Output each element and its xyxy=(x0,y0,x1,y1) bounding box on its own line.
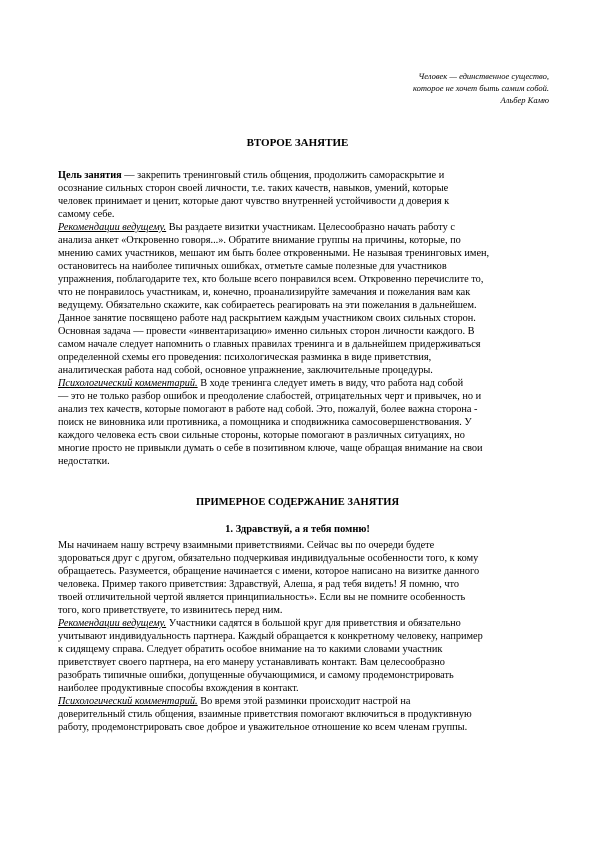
text-line: Мы начинаем нашу встречу взаимными приветствиями. Сейчас вы по очереди будете xyxy=(58,540,435,551)
text-line: поиск не виновника или противника, а помощника и сподвижника самосовершенствования. У xyxy=(58,417,472,428)
text-line: наиболее продуктивные способы вхождения в контакт. xyxy=(58,683,299,694)
epigraph xyxy=(249,70,549,106)
text-line: Психологический комментарий. Во время этой разминки происходит настрой на xyxy=(58,696,411,707)
text-line: анализа анкет «Откровенно говоря...». Обратите внимание группы на причины, которые, по xyxy=(58,235,461,246)
epigraph-line: Человек — единственное существо, xyxy=(418,71,549,81)
text-line: твоей отличительной чертой является принципиальность». Если вы не помните особенность xyxy=(58,592,466,603)
text-line: каждого человека есть свои сильные стороны, которые помогают в различных ситуациях, но xyxy=(58,430,465,441)
text-line: аналитическая работа над собой, основное упражнение, заключительные процедуры. xyxy=(58,365,433,376)
goal-label: Цель занятия xyxy=(58,170,122,181)
text-line: Данное занятие посвящено работе над раскрытием каждым участником своих сильных сторон. xyxy=(58,313,476,324)
text-line: самом начале следует напомнить о главных правилах тренинга и в дальнейшем придерживаться xyxy=(58,339,481,350)
page-title: ВТОРОЕ ЗАНЯТИЕ xyxy=(246,137,349,149)
text-line: недостатки. xyxy=(58,456,110,467)
text-line: Рекомендации ведущему. Вы раздаете визитки участникам. Целесообразно начать работу с xyxy=(58,222,455,233)
text-line: Рекомендации ведущему. Участники садятся в большой круг для приветствия и обязательно xyxy=(58,618,461,629)
recommendations-label: Рекомендации ведущему. xyxy=(58,618,167,629)
text-line: приветствует своего партнера, на его манеру устанавливать контакт. Вам целесообразно xyxy=(58,657,445,668)
text-line: здороваться друг с другом, обязательно подчеркивая индивидуальные особенности того, к кому xyxy=(58,553,479,564)
text-line: самому себе. xyxy=(58,209,115,220)
section-title: ПРИМЕРНОЕ СОДЕРЖАНИЕ ЗАНЯТИЯ xyxy=(195,497,400,508)
text-line: работу, продемонстрировать свое доброе и уважительное отношение ко всем членам группы. xyxy=(58,722,468,733)
text-line: обращаетесь. Разумеется, обращение начинается с имени, которое написано на визитке данного xyxy=(58,566,480,577)
text-line: остановитесь на наиболее типичных ошибках, отметьте самые полезные для участников xyxy=(58,261,447,272)
text-line: определенной схемы его проведения: психологическая разминка в виде приветствия, xyxy=(58,352,432,363)
text-line: к сидящему справа. Следует обратить особое внимание на то какими словами участник xyxy=(58,644,443,655)
text-line: Цель занятия — закрепить тренинговый стиль общения, продолжить самораскрытие и xyxy=(58,170,445,181)
goal-paragraph xyxy=(58,169,548,468)
exercise-paragraph xyxy=(58,539,548,734)
text-line: того, кого приветствуете, то извинитесь перед ним. xyxy=(58,605,283,616)
epigraph-line: которое не хочет быть самим собой. xyxy=(412,83,549,93)
text-line: человек принимает и ценит, которые дают чувство внутренней устойчивости д доверия к xyxy=(58,196,450,207)
text-line: мнению самих участников, мешают им быть более откровенными. Не называя тренинговых имен, xyxy=(58,248,490,259)
text-line: учитывают индивидуальность партнера. Каждый обращается к конкретному человеку, например xyxy=(58,631,483,642)
commentary-label: Психологический комментарий. xyxy=(58,696,198,707)
epigraph-author: Альбер Камю xyxy=(500,95,549,105)
text-line: — это не только разбор ошибок и преодоление слабостей, отрицательных черт и привычек, но и xyxy=(58,391,482,402)
text-line: ведущему. Обязательно скажите, как собираетесь реагировать на эти пожелания в дальнейшем. xyxy=(58,300,477,311)
text-line: многие просто не привыкли думать о себе в позитивном ключе, чаще обращая внимание на свои xyxy=(58,443,483,454)
text-line: Психологический комментарий. В ходе тренинга следует иметь в виду, что работа над собой xyxy=(58,378,464,389)
text-line: анализ тех качеств, которые помогают в работе над собой. Это, пожалуй, более важна сторона - xyxy=(58,404,478,415)
commentary-label: Психологический комментарий. xyxy=(58,378,198,389)
text-line: Основная задача — провести «инвентаризацию» именно сильных сторон личности каждого. В xyxy=(58,326,475,337)
recommendations-label: Рекомендации ведущему. xyxy=(58,222,167,233)
exercise-title: 1. Здравствуй, а я тебя помню! xyxy=(225,524,370,535)
text-line: человека. Пример такого приветствия: Здравствуй, Алеша, я рад тебя видеть! Я помню, что xyxy=(58,579,460,590)
text-line: осознание сильных сторон своей личности, т.е. таких качеств, навыков, умений, которые xyxy=(58,183,449,194)
text-line: упражнения, поблагодарите тех, кто больше всего понравился всем. Откровенно перечислите то, xyxy=(58,274,484,285)
text-line: доверительный стиль общения, взаимные приветствия помогают включиться в продуктивную xyxy=(58,709,472,720)
text-line: разобрать типичные ошибки, допущенные обучающимися, и самому продемонстрировать xyxy=(58,670,454,681)
text-line: что не понравилось участникам, и, конечно, проанализируйте замечания и пожелания вам как xyxy=(58,287,471,298)
